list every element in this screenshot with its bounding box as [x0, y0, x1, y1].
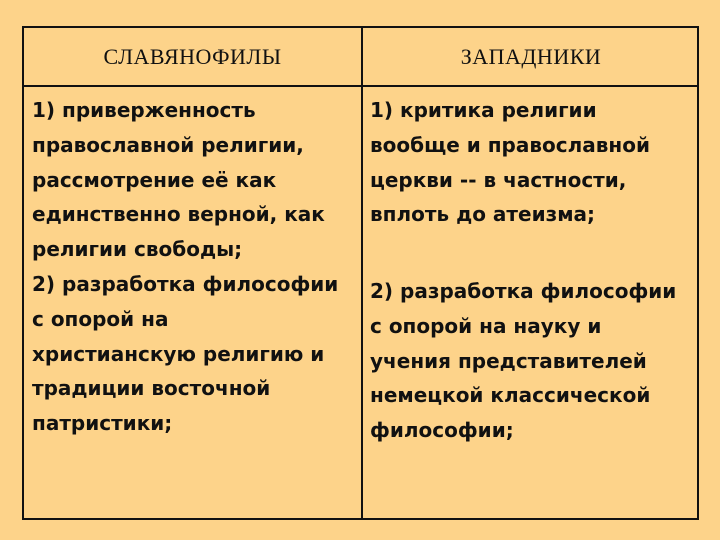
header-slavophiles: СЛАВЯНОФИЛЫ	[103, 43, 282, 69]
header-divider	[24, 85, 697, 87]
westernizers-point-1: 1) критика религии вообще и православной церкви -- в частности, вплоть до атеизма;	[370, 98, 650, 227]
westernizers-point-2: 2) разработка философии с опорой на науку и учения представителей немецкой классической философии;	[370, 279, 677, 443]
slavophiles-point-1: 1) приверженность православной религии, рассмотрение её как единственно верной, как религии свободы;	[32, 98, 325, 262]
column-divider	[361, 28, 363, 518]
header-westernizers: ЗАПАДНИКИ	[460, 43, 602, 69]
comparison-table	[22, 26, 699, 520]
slavophiles-point-2: 2) разработка философии с опорой на христианскую религию и традиции восточной патристики;	[32, 272, 339, 436]
